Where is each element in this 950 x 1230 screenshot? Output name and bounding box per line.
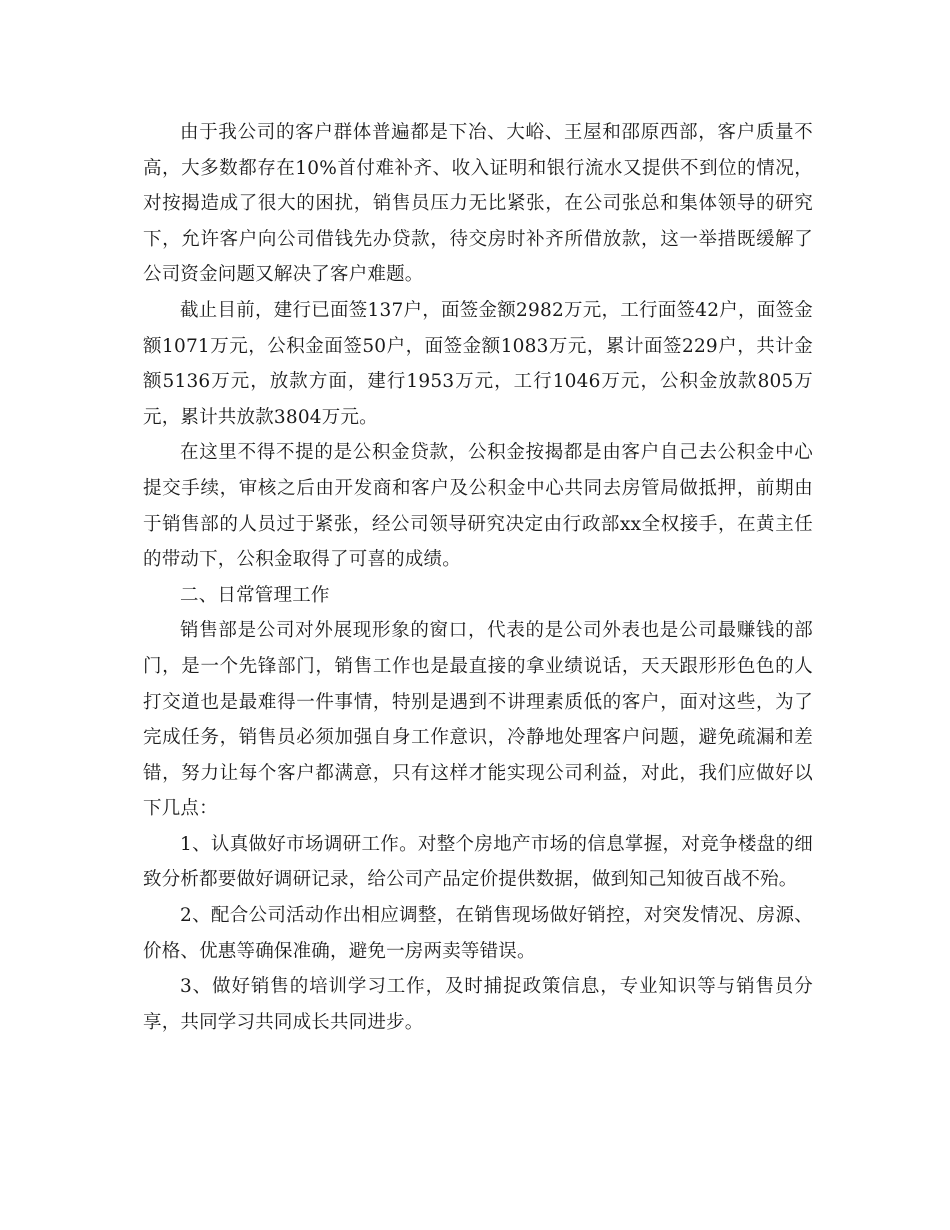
paragraph-signing-statistics: 截止目前，建行已面签137户，面签金额2982万元，工行面签42户，面签金额1071万元，公积金面签50户，面签金额1083万元，累计面签229户，共计金额5136万元，放款方面，建行1953万元，工行1046万元，公积金放款805万元，累计共放款3804万元。 — [143, 299, 813, 428]
paragraph-sales-department: 销售部是公司对外展现形象的窗口，代表的是公司外表也是公司最赚钱的部门，是一个先锋部门，销售工作也是最直接的拿业绩说话，天天跟形形色色的人打交道也是最难得一件事情，特别是遇到不讲理素质低的客户，面对这些，为了完成任务，销售员必须加强自身工作意识，冷静地处理客户问题，避免疏漏和差错，努力让每个客户都满意，只有这样才能实现公司利益，对此，我们应做好以下几点： — [143, 620, 813, 820]
document-body — [143, 115, 813, 1040]
paragraph-provident-fund: 在这里不得不提的是公积金贷款，公积金按揭都是由客户自己去公积金中心提交手续，审核之后由开发商和客户及公积金中心共同去房管局做抵押，前期由于销售部的人员过于紧张，经公司领导研究决定由行政部xx全权接手，在黄主任的带动下，公积金取得了可喜的成绩。 — [143, 442, 813, 571]
section-heading-daily-management: 二、日常管理工作 — [180, 584, 330, 606]
paragraph-loan-assistance: 由于我公司的客户群体普遍都是下冶、大峪、王屋和邵原西部，客户质量不高，大多数都存在10%首付难补齐、收入证明和银行流水又提供不到位的情况，对按揭造成了很大的困扰，销售员压力无比紧张，在公司张总和集体领导的研究下，允许客户向公司借钱先办贷款，待交房时补齐所借放款，这一举措既缓解了公司资金问题又解决了客户难题。 — [143, 122, 813, 286]
list-item-sales-control: 2、配合公司活动作出相应调整，在销售现场做好销控，对突发情况、房源、价格、优惠等确保准确，避免一房两卖等错误。 — [143, 905, 813, 962]
list-item-market-research: 1、认真做好市场调研工作。对整个房地产市场的信息掌握，对竞争楼盘的细致分析都要做好调研记录，给公司产品定价提供数据，做到知己知彼百战不殆。 — [143, 833, 813, 891]
list-item-training: 3、做好销售的培训学习工作，及时捕捉政策信息，专业知识等与销售员分享，共同学习共同成长共同进步。 — [143, 976, 813, 1033]
